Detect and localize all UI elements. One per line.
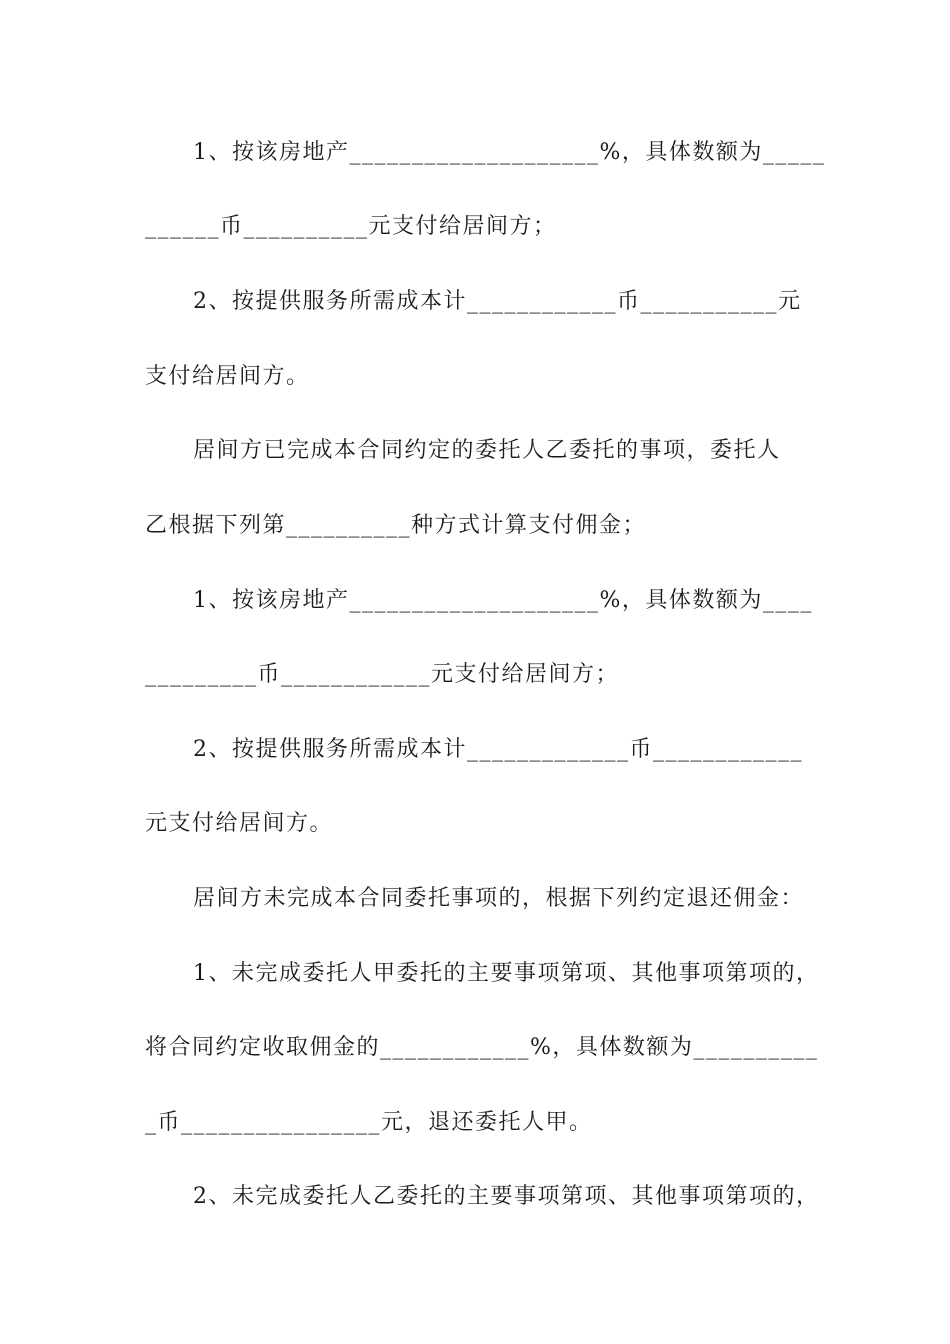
paragraph-line: _________币____________元支付给居间方； — [145, 662, 620, 687]
paragraph-line: 支付给居间方。 — [145, 364, 310, 389]
paragraph-line: 将合同约定收取佣金的____________%，具体数额为__________ — [145, 1035, 819, 1060]
paragraph-line: 2、按提供服务所需成本计_____________币____________ — [193, 737, 803, 762]
paragraph-line: 1、未完成委托人甲委托的主要事项第项、其他事项第项的， — [193, 961, 820, 986]
paragraph-line: 2、未完成委托人乙委托的主要事项第项、其他事项第项的， — [193, 1184, 820, 1209]
paragraph-line: 居间方未完成本合同委托事项的，根据下列约定退还佣金： — [193, 886, 805, 911]
paragraph-line: _币________________元，退还委托人甲。 — [145, 1110, 593, 1135]
paragraph-line: ______币__________元支付给居间方； — [145, 214, 557, 239]
paragraph-line: 2、按提供服务所需成本计____________币___________元 — [193, 289, 802, 314]
paragraph-line: 1、按该房地产____________________%，具体数额为____ — [193, 588, 813, 613]
paragraph-line: 乙根据下列第__________种方式计算支付佣金； — [145, 513, 647, 538]
paragraph-line: 居间方已完成本合同约定的委托人乙委托的事项，委托人 — [193, 438, 781, 463]
paragraph-line: 元支付给居间方。 — [145, 811, 334, 836]
paragraph-line: 1、按该房地产____________________%，具体数额为_____ — [193, 140, 826, 165]
